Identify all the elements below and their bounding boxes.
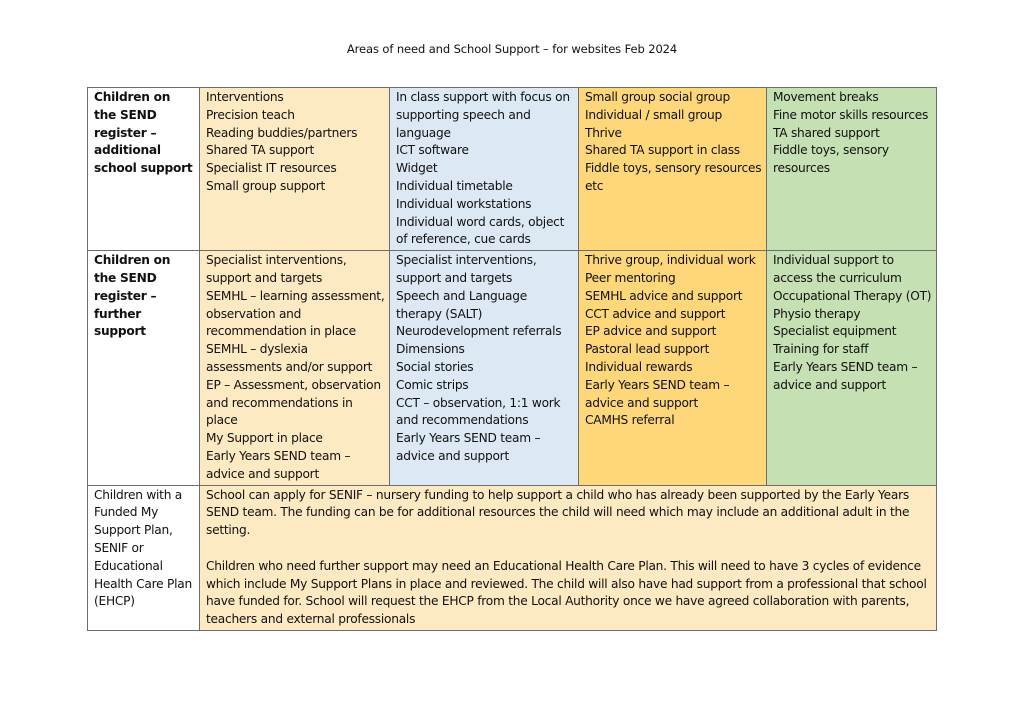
support-item: EP advice and support (585, 324, 717, 339)
support-item: CAMHS referral (585, 413, 675, 428)
support-item: Early Years SEND team – advice and support (206, 448, 351, 481)
document-title: Areas of need and School Support – for websites Feb 2024 (346, 42, 678, 56)
support-item: Reading buddies/partners (206, 125, 358, 140)
support-item: Training for staff (773, 342, 869, 357)
support-item: Specialist interventions, support and targets (396, 253, 537, 285)
support-item: Small group social group (585, 90, 731, 104)
support-table (87, 87, 937, 631)
support-item: Fiddle toys, sensory resources etc (585, 161, 762, 193)
support-item: EP – Assessment, observation and recommendations in place (206, 377, 381, 428)
support-item: CCT – observation, 1:1 work and recommendations (396, 395, 561, 428)
support-item: Fine motor skills resources (773, 107, 929, 122)
support-item: Early Years SEND team – advice and support (773, 359, 918, 392)
support-item: Neurodevelopment referrals (396, 324, 562, 339)
funding-text-cell (200, 485, 937, 630)
support-item: Individual workstations (396, 196, 532, 211)
support-item: SEMHL – learning assessment, observation and recommendation in place (206, 288, 385, 339)
support-item: My Support in place (206, 431, 323, 446)
support-item: Early Years SEND team – advice and support (585, 377, 730, 410)
support-item: Movement breaks (773, 90, 879, 104)
support-item: Fiddle toys, sensory resources (773, 143, 889, 176)
support-item: Interventions (206, 90, 284, 104)
table-row (88, 251, 937, 485)
support-item: SEMHL advice and support (585, 288, 743, 303)
support-item: Specialist interventions, support and targets (206, 253, 347, 285)
support-item: Individual word cards, object of reference, cue cards (396, 214, 565, 247)
support-item: Dimensions (396, 342, 465, 357)
support-item: In class support with focus on supporting speech and language (396, 90, 570, 140)
support-cell (390, 251, 579, 485)
paragraph-spacer (206, 540, 932, 558)
row-header: Children with a Funded My Support Plan, SENIF or Educational Health Care Plan (EHCP) (88, 485, 200, 630)
support-item: Individual rewards (585, 359, 693, 374)
support-cell (579, 88, 767, 251)
support-item: Specialist equipment (773, 324, 897, 339)
table-row (88, 88, 937, 251)
support-cell (200, 88, 390, 251)
support-item: Peer mentoring (585, 270, 676, 285)
row-header: Children on the SEND register – further support (88, 251, 200, 485)
support-item: Occupational Therapy (OT) (773, 288, 932, 303)
support-item: Individual timetable (396, 178, 513, 193)
support-cell (390, 88, 579, 251)
support-item: Shared TA support (206, 143, 315, 158)
ehcp-paragraph: Children who need further support may need an Educational Health Care Plan. This will need to have 3 cycles of evidence which include My Support Plans in place and reviewed. The child will also have had support from a professional that school have funded for. School will request the EHCP from the Local Authority once we have agreed collaboration with parents, teachers and external professionals (206, 558, 927, 627)
support-item: SEMHL – dyslexia assessments and/or support (206, 342, 373, 374)
support-item: Early Years SEND team – advice and support (396, 431, 541, 463)
support-item: Individual support to access the curriculum (773, 253, 902, 285)
support-item: Social stories (396, 359, 474, 374)
row-header: Children on the SEND register – additional school support (88, 88, 200, 251)
support-item: ICT software (396, 143, 469, 158)
support-item: Shared TA support in class (585, 143, 740, 158)
support-item: Precision teach (206, 107, 295, 122)
support-item: Specialist IT resources (206, 161, 337, 176)
table-row (88, 485, 937, 630)
support-cell (767, 251, 937, 485)
support-item: Small group support (206, 178, 326, 193)
support-item: Individual / small group (585, 107, 722, 122)
support-cell (200, 251, 390, 485)
support-item: Comic strips (396, 377, 469, 392)
support-item: CCT advice and support (585, 306, 726, 321)
support-item: Physio therapy (773, 306, 861, 321)
support-item: Pastoral lead support (585, 342, 710, 357)
senif-paragraph: School can apply for SENIF – nursery funding to help support a child who has already been supported by the Early Years SEND team. The funding can be for additional resources the child will need which may include an additional adult in the setting. (206, 487, 910, 538)
support-cell (579, 251, 767, 485)
support-cell (767, 88, 937, 251)
support-item: Thrive group, individual work (585, 253, 756, 268)
support-item: Thrive (585, 125, 622, 140)
support-item: TA shared support (773, 125, 880, 140)
support-item: Speech and Language therapy (SALT) (396, 288, 527, 321)
support-item: Widget (396, 161, 438, 176)
